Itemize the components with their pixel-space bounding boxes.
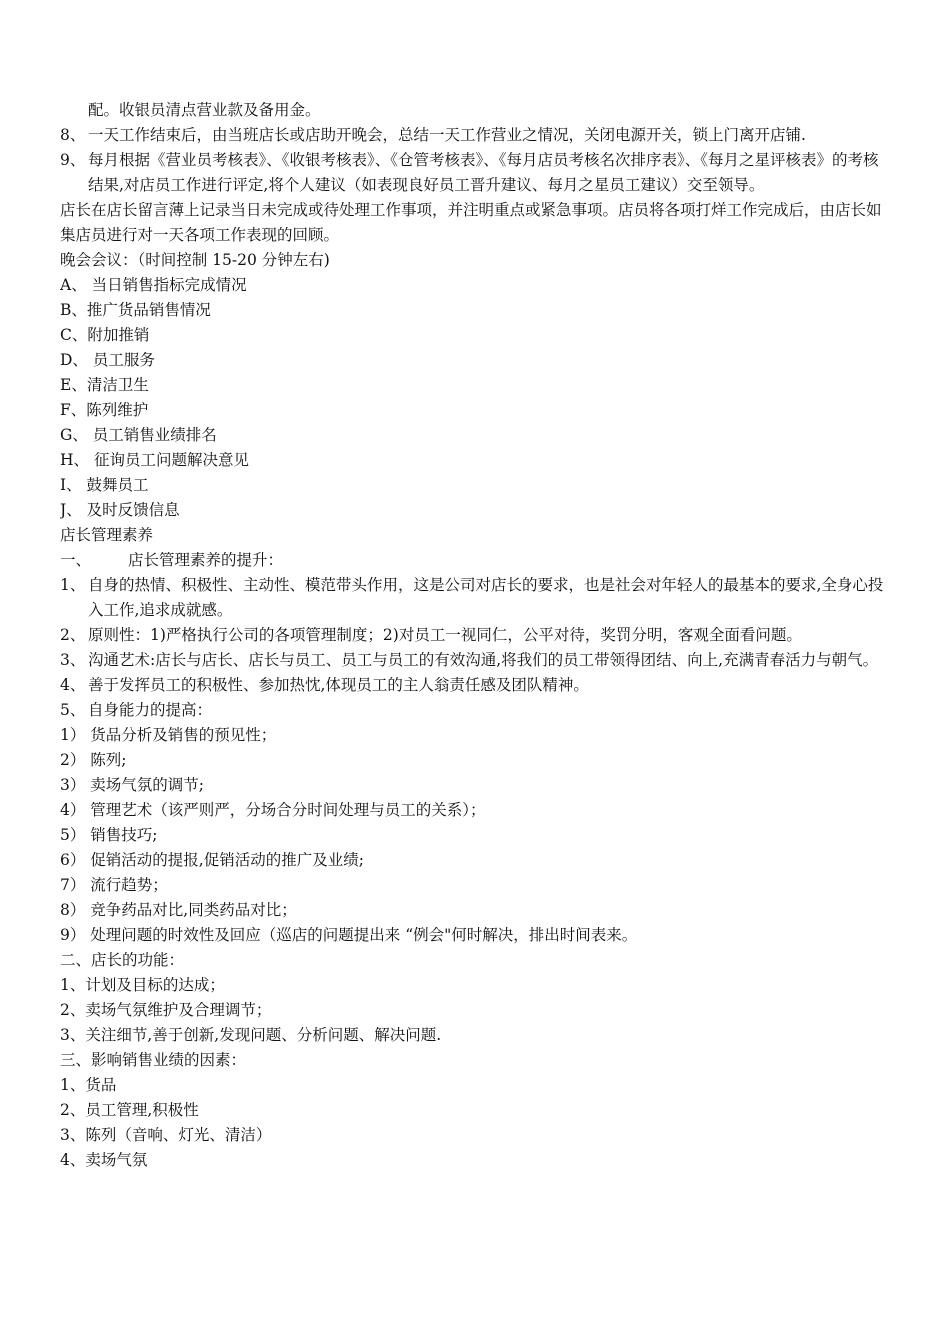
item-number: 1、	[60, 576, 86, 594]
meeting-heading: 晚会会议：（时间控制 15-20 分钟左右)	[60, 251, 330, 269]
meeting-item-h: H、 征询员工问题解决意见	[60, 451, 249, 469]
factor-item-3: 3、陈列（音响、灯光、清洁）	[60, 1126, 272, 1144]
factor-item-2: 2、员工管理,积极性	[60, 1101, 199, 1119]
sub-item-6: 6） 促销活动的提报,促销活动的推广及业绩;	[60, 851, 364, 869]
item-text: 每月根据《营业员考核表》、《收银考核表》、《仓管考核表》、《每月店员考核名次排序表》、《每月之星评核表》的考核结果,对店员工作进行评定,将个人建议（如表现良好员工晋升建议、每月之星员工建议）交至领导。	[88, 151, 879, 194]
paragraph	[60, 198, 892, 248]
document-body	[60, 98, 892, 1173]
item-text: 善于发挥员工的积极性、参加热忱,体现员工的主人翁责任感及团队精神。	[88, 676, 589, 694]
meeting-item-d: D、 员工服务	[60, 351, 155, 369]
numbered-item-4	[60, 673, 892, 698]
item-number: 9、	[60, 151, 86, 169]
meeting-item-j: J、 及时反馈信息	[60, 501, 180, 519]
section-heading-2: 二、店长的功能：	[60, 951, 185, 969]
item-text: 自身的热情、积极性、主动性、模范带头作用，这是公司对店长的要求，也是社会对年轻人的最基本的要求,全身心投入工作,追求成就感。	[88, 576, 884, 619]
item-text: 原则性：1)严格执行公司的各项管理制度；2)对员工一视同仁，公平对待，奖罚分明，客观全面看问题。	[88, 626, 802, 644]
section-text: 店长管理素养的提升：	[128, 551, 284, 569]
numbered-item-8	[60, 123, 892, 148]
continuation-line: 配。收银员清点营业款及备用金。	[88, 101, 321, 119]
numbered-item-3	[60, 648, 892, 673]
item-text: 一天工作结束后，由当班店长或店助开晚会，总结一天工作营业之情况，关闭电源开关，锁上门离开店铺.	[88, 126, 806, 144]
sub-item-3: 3） 卖场气氛的调节;	[60, 776, 205, 794]
item-number: 4、	[60, 676, 86, 694]
section-number: 一、	[60, 551, 92, 569]
numbered-item-1	[60, 573, 892, 623]
numbered-item-9	[60, 148, 892, 198]
sub-item-8: 8） 竞争药品对比,同类药品对比；	[60, 901, 297, 919]
meeting-item-f: F、陈列维护	[60, 401, 149, 419]
item-number: 2、	[60, 626, 86, 644]
section-title: 店长管理素养	[60, 526, 154, 544]
item-number: 3、	[60, 651, 86, 669]
meeting-item-i: I、 鼓舞员工	[60, 476, 149, 494]
sub-item-2: 2） 陈列;	[60, 751, 127, 769]
section-heading-1	[60, 548, 892, 573]
numbered-item-5	[60, 698, 892, 723]
sub-item-5: 5） 销售技巧;	[60, 826, 158, 844]
item-text: 自身能力的提高：	[88, 701, 213, 719]
function-item-2: 2、卖场气氛维护及合理调节；	[60, 1001, 272, 1019]
meeting-item-g: G、 员工销售业绩排名	[60, 426, 217, 444]
sub-item-1: 1） 货品分析及销售的预见性；	[60, 726, 277, 744]
sub-item-4: 4） 管理艺术（该严则严，分场合分时间处理与员工的关系）；	[60, 801, 486, 819]
function-item-1: 1、计划及目标的达成；	[60, 976, 225, 994]
section-heading-3: 三、影响销售业绩的因素：	[60, 1051, 247, 1069]
meeting-item-e: E、清洁卫生	[60, 376, 149, 394]
item-number: 5、	[60, 701, 86, 719]
sub-item-9: 9） 处理问题的时效性及回应（巡店的问题提出来 “例会"何时解决，排出时间表来。	[60, 926, 638, 944]
paragraph-text: 店长在店长留言薄上记录当日未完成或待处理工作事项，并注明重点或紧急事项。店员将各项打烊工作完成后，由店长如集店员进行对一天各项工作表现的回顾。	[60, 201, 882, 244]
function-item-3: 3、关注细节,善于创新,发现问题、分析问题、解决问题.	[60, 1026, 442, 1044]
meeting-item-b: B、推广货品销售情况	[60, 301, 211, 319]
item-text: 沟通艺术:店长与店长、店长与员工、员工与员工的有效沟通,将我们的员工带领得团结、向上,充满青春活力与朝气。	[88, 651, 879, 669]
factor-item-1: 1、货品	[60, 1076, 117, 1094]
numbered-item-2	[60, 623, 892, 648]
factor-item-4: 4、卖场气氛	[60, 1151, 148, 1169]
meeting-item-a: A、 当日销售指标完成情况	[60, 276, 247, 294]
item-number: 8、	[60, 126, 86, 144]
meeting-item-c: C、附加推销	[60, 326, 150, 344]
sub-item-7: 7） 流行趋势；	[60, 876, 168, 894]
